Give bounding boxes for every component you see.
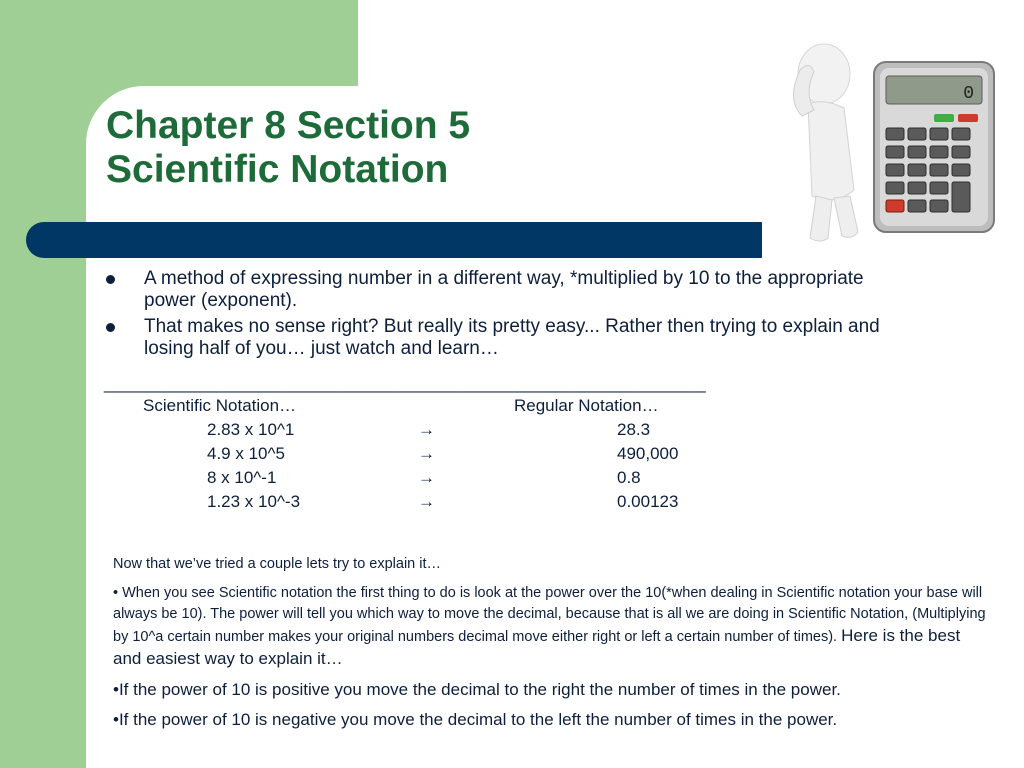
regular-value: 490,000 bbox=[617, 444, 679, 463]
title-line-2: Scientific Notation bbox=[106, 148, 449, 191]
table-row bbox=[0, 468, 1024, 492]
table-row bbox=[0, 492, 1024, 516]
calculator-figure-icon bbox=[762, 0, 1024, 262]
arrow-icon: → bbox=[418, 420, 435, 439]
arrow-icon: → bbox=[418, 444, 435, 463]
regular-value: 0.8 bbox=[617, 468, 641, 487]
bullet-dot-icon bbox=[106, 275, 115, 284]
notes-positive-rule: •If the power of 10 is positive you move the decimal to the right the number of times in the power. bbox=[113, 680, 841, 699]
sci-value: 1.23 x 10^-3 bbox=[207, 492, 301, 511]
notes-explain-tail: Here is the best and easiest way to explain it… bbox=[113, 626, 961, 668]
notes-negative-rule: •If the power of 10 is negative you move the decimal to the left the number of times in the power. bbox=[113, 710, 838, 729]
table-row bbox=[0, 444, 1024, 468]
svg-text:0: 0 bbox=[963, 84, 974, 104]
list-item bbox=[104, 316, 904, 360]
title-line-1: Chapter 8 Section 5 bbox=[106, 104, 471, 147]
header-scientific: Scientific Notation… bbox=[143, 396, 297, 415]
calculator-illustration bbox=[762, 0, 1024, 262]
arrow-icon: → bbox=[418, 492, 435, 511]
list-item bbox=[104, 268, 904, 312]
notes-explain-text: • When you see Scientific notation the first thing to do is look at the power over the 10(*when dealing in Scientific notation your base will always be 10). The power will tell you which way to move the decimal, because that is all we are doing in Scientific Notation, (Multiplying by 10^a certain number makes your original numbers decimal move either right or left a certain number of times). bbox=[113, 585, 986, 645]
sci-value: 4.9 x 10^5 bbox=[207, 444, 285, 463]
header-regular: Regular Notation… bbox=[514, 396, 659, 415]
explanation-notes bbox=[113, 554, 993, 739]
arrow-icon: → bbox=[418, 468, 435, 487]
bullet-text: A method of expressing number in a different way, *multiplied by 10 to the appropriate power (exponent). bbox=[144, 268, 864, 311]
separator-line: _________________________________________________________________ bbox=[104, 374, 706, 393]
sci-value: 8 x 10^-1 bbox=[207, 468, 277, 487]
sci-value: 2.83 x 10^1 bbox=[207, 420, 295, 439]
notes-intro: Now that we’ve tried a couple lets try to explain it… bbox=[113, 556, 442, 572]
slide-title bbox=[106, 104, 470, 192]
regular-value: 0.00123 bbox=[617, 492, 679, 511]
bullet-dot-icon bbox=[106, 323, 115, 332]
notes-explain bbox=[113, 583, 993, 671]
title-divider-bar bbox=[26, 222, 806, 258]
table-row bbox=[0, 420, 1024, 444]
bullet-text: That makes no sense right? But really its pretty easy... Rather then trying to explain and losing half of you… just watch and learn… bbox=[144, 316, 880, 359]
regular-value: 28.3 bbox=[617, 420, 651, 439]
bullet-list bbox=[104, 268, 904, 364]
